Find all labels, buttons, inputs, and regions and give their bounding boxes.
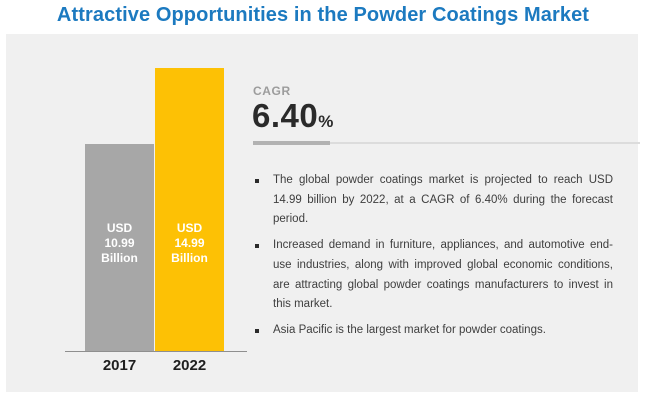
bullet-text: The global powder coatings market is projected to reach USD 14.99 billion by 2022, at a CAGR of 6.40% during the forecast period.: [273, 174, 613, 226]
bullet-icon: [255, 179, 259, 183]
year-label-2022: 2022: [172, 357, 207, 374]
bullet-text: Increased demand in furniture, appliances, and automotive end-use industries, along with improved global economic conditions, are attracting global powder coatings manufacturers to invest in this market.: [273, 239, 613, 311]
bar-label-line: Billion: [171, 251, 208, 265]
bar-label-line: Billion: [101, 251, 138, 265]
cagr-label: CAGR: [253, 84, 291, 98]
bar-2022: [155, 68, 224, 351]
bar-label-line: 10.99: [104, 236, 135, 250]
bar-value-label-2017: [85, 221, 154, 266]
bullet-item: [253, 321, 613, 341]
cagr-number: 6.40: [252, 97, 319, 134]
bar-value-label-2022: [155, 221, 224, 266]
bullet-item: [253, 236, 613, 315]
bullet-icon: [255, 329, 259, 333]
page-title: Attractive Opportunities in the Powder Coatings Market: [56, 4, 590, 26]
bullet-list: [253, 171, 613, 347]
bullet-icon: [255, 244, 259, 248]
year-label-2017: 2017: [102, 357, 137, 374]
percent-sign: %: [318, 112, 334, 131]
bar-label-line: USD: [106, 221, 133, 235]
bullet-text: Asia Pacific is the largest market for powder coatings.: [273, 323, 546, 336]
bar-label-line: USD: [176, 221, 203, 235]
divider-accent: [253, 141, 330, 145]
bar-label-line: 14.99: [174, 236, 205, 250]
bullet-item: [253, 171, 613, 230]
x-axis-line: [65, 351, 247, 352]
cagr-value: [252, 97, 334, 135]
